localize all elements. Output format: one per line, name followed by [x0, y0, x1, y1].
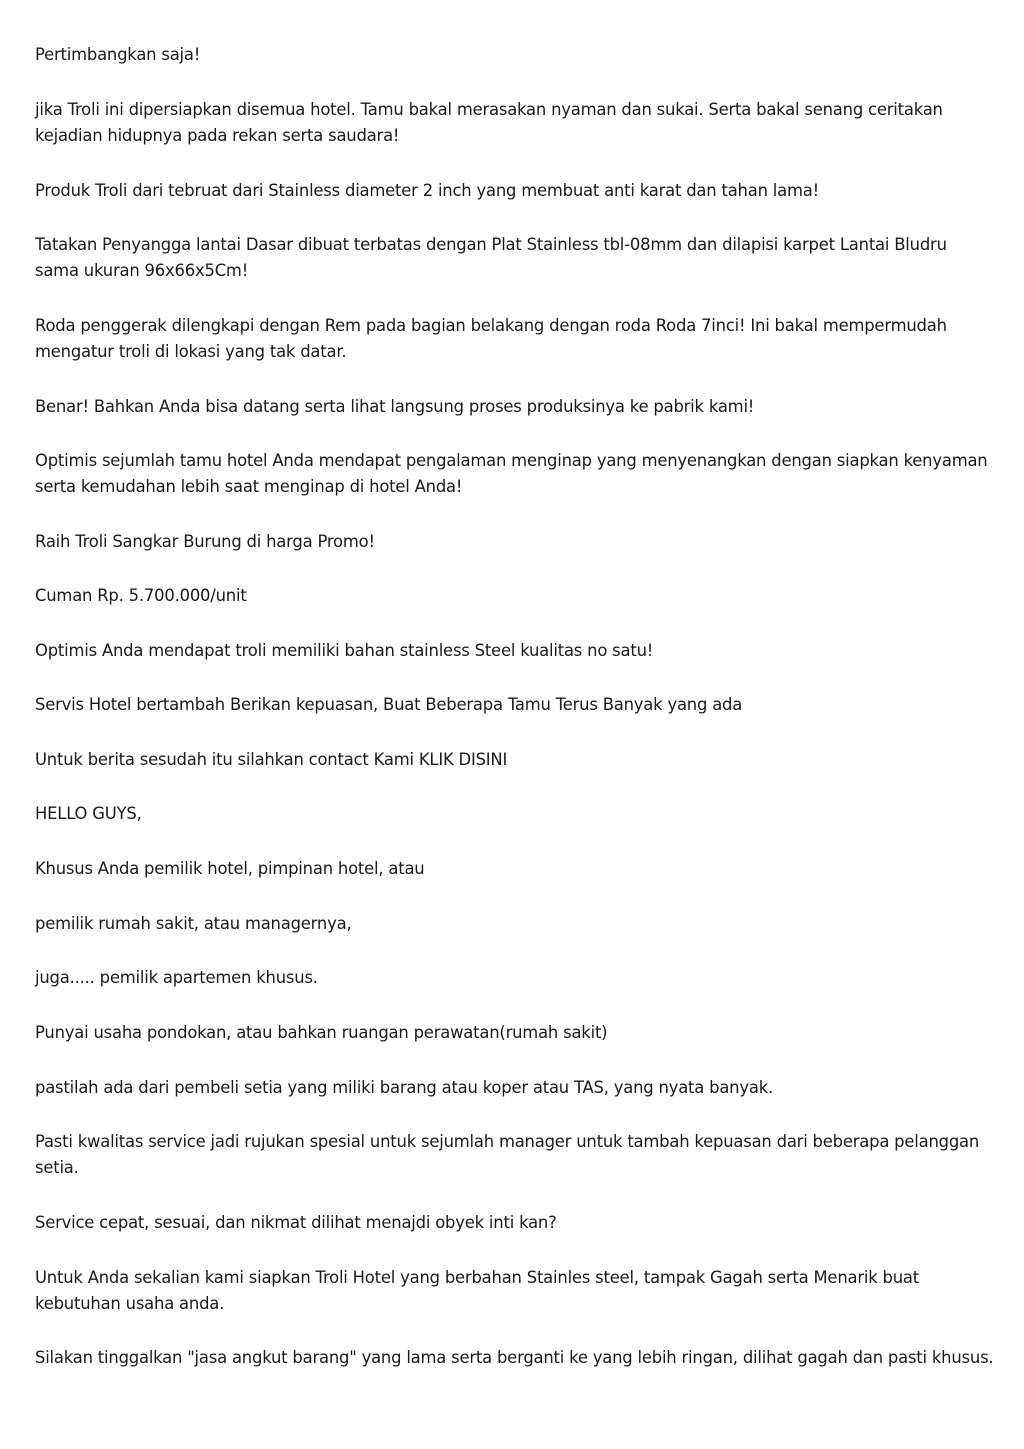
paragraph: Pertimbangkan saja!: [35, 45, 201, 64]
paragraph: Optimis Anda mendapat troli memiliki bahan stainless Steel kualitas no satu!: [35, 641, 654, 660]
paragraph: Cuman Rp. 5.700.000/unit: [35, 586, 247, 605]
paragraph: jika Troli ini dipersiapkan disemua hotel. Tamu bakal merasakan nyaman dan sukai. Serta bakal senang ceritakan kejadian hidupnya pada rekan serta saudara!: [35, 100, 943, 145]
paragraph: Raih Troli Sangkar Burung di harga Promo!: [35, 532, 375, 551]
paragraph: Pasti kwalitas service jadi rujukan spesial untuk sejumlah manager untuk tambah kepuasan dari beberapa pelanggan setia.: [35, 1132, 980, 1177]
paragraph: Silakan tinggalkan "jasa angkut barang" yang lama serta berganti ke yang lebih ringan, dilihat gagah dan pasti khusus.: [35, 1348, 994, 1367]
paragraph: Untuk Anda sekalian kami siapkan Troli Hotel yang berbahan Stainles steel, tampak Gagah serta Menarik buat kebutuhan usaha anda.: [35, 1268, 920, 1313]
paragraph: Tatakan Penyangga lantai Dasar dibuat terbatas dengan Plat Stainless tbl-08mm dan dilapisi karpet Lantai Bludru sama ukuran 96x66x5Cm!: [35, 235, 947, 280]
paragraph: pemilik rumah sakit, atau managernya,: [35, 914, 352, 933]
paragraph: HELLO GUYS,: [35, 804, 142, 823]
paragraph: Optimis sejumlah tamu hotel Anda mendapat pengalaman menginap yang menyenangkan dengan siapkan kenyaman serta kemudahan lebih saat menginap di hotel Anda!: [35, 451, 988, 496]
paragraph: Khusus Anda pemilik hotel, pimpinan hotel, atau: [35, 859, 425, 878]
paragraph: Service cepat, sesuai, dan nikmat dilihat menajdi obyek inti kan?: [35, 1213, 557, 1232]
paragraph: juga..... pemilik apartemen khusus.: [35, 968, 318, 987]
paragraph: Servis Hotel bertambah Berikan kepuasan, Buat Beberapa Tamu Terus Banyak yang ada: [35, 695, 743, 714]
paragraph: Punyai usaha pondokan, atau bahkan ruangan perawatan(rumah sakit): [35, 1023, 608, 1042]
paragraph: Untuk berita sesudah itu silahkan contact Kami KLIK DISINI: [35, 750, 508, 769]
paragraph: Roda penggerak dilengkapi dengan Rem pada bagian belakang dengan roda Roda 7inci! Ini bakal mempermudah mengatur troli di lokasi yang tak datar.: [35, 316, 947, 361]
paragraph: Benar! Bahkan Anda bisa datang serta lihat langsung proses produksinya ke pabrik kami!: [35, 397, 755, 416]
paragraph: pastilah ada dari pembeli setia yang miliki barang atau koper atau TAS, yang nyata banyak.: [35, 1078, 774, 1097]
paragraph: Produk Troli dari tebruat dari Stainless diameter 2 inch yang membuat anti karat dan tahan lama!: [35, 181, 819, 200]
